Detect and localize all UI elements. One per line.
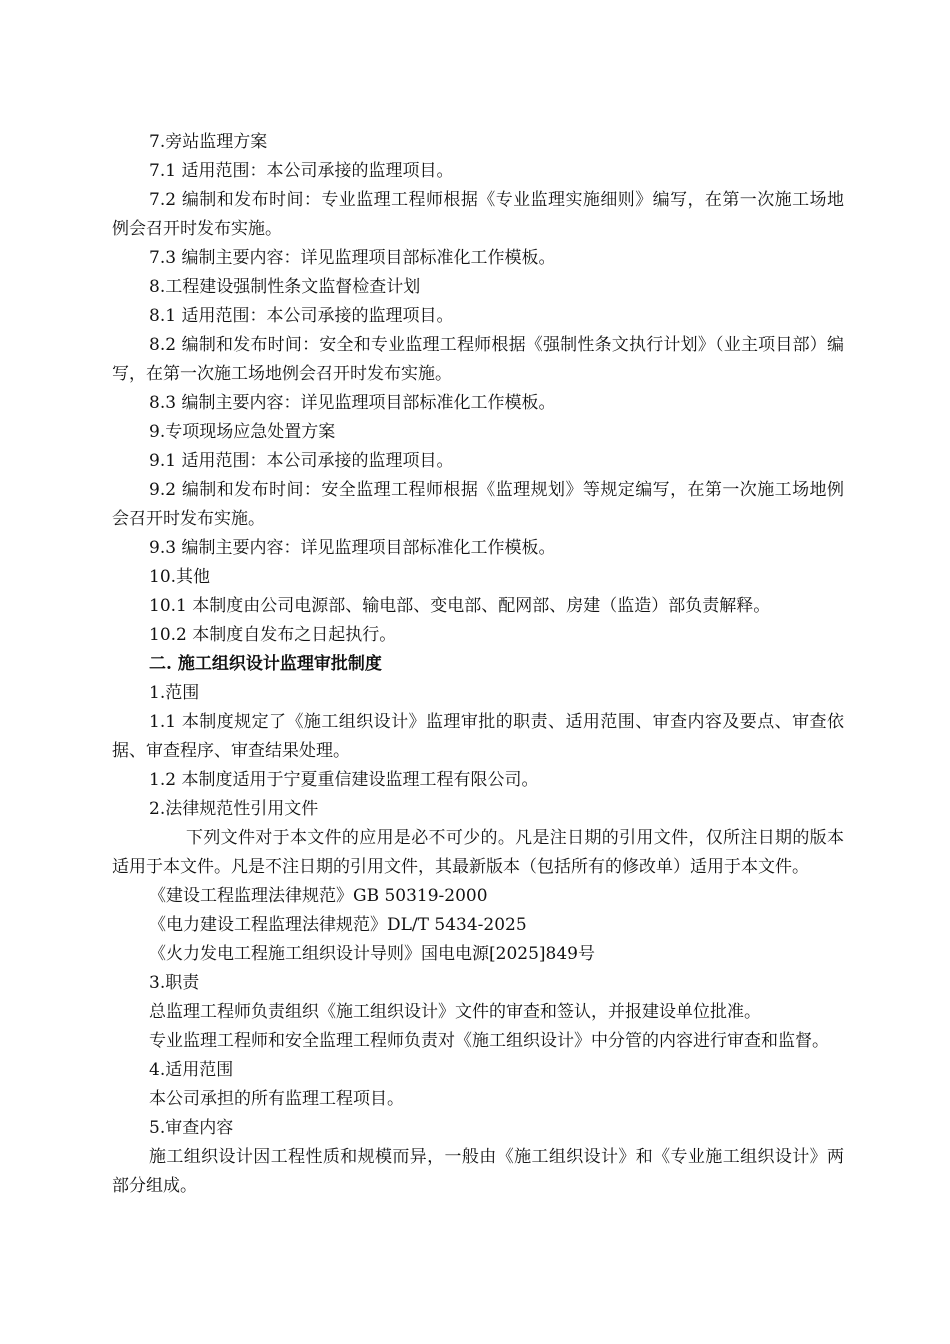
heading-2-references: 2.法律规范性引用文件 [149, 799, 319, 819]
paragraph-7-1: 7.1 适用范围：本公司承接的监理项目。 [149, 161, 454, 181]
heading-7: 7.旁站监理方案 [149, 132, 268, 152]
reference-dlt-5434: 《电力建设工程监理法律规范》DL/T 5434-2025 [149, 915, 527, 935]
paragraph-review-content: 施工组织设计因工程性质和规模而异，一般由《施工组织设计》和《专业施工组织设计》两部分组成。 [112, 1147, 844, 1196]
paragraph-8-3: 8.3 编制主要内容：详见监理项目部标准化工作模板。 [149, 393, 556, 413]
paragraph-7-2: 7.2 编制和发布时间：专业监理工程师根据《专业监理实施细则》编写，在第一次施工场地例会召开时发布实施。 [112, 190, 844, 239]
heading-4-applicability: 4.适用范围 [149, 1060, 234, 1080]
heading-1-scope: 1.范围 [149, 683, 200, 703]
heading-3-duties: 3.职责 [149, 973, 200, 993]
paragraph-9-3: 9.3 编制主要内容：详见监理项目部标准化工作模板。 [149, 538, 556, 558]
section-title-2: 二. 施工组织设计监理审批制度 [149, 654, 382, 674]
paragraph-7-3: 7.3 编制主要内容：详见监理项目部标准化工作模板。 [149, 248, 556, 268]
paragraph-9-1: 9.1 适用范围：本公司承接的监理项目。 [149, 451, 454, 471]
heading-10: 10.其他 [149, 567, 211, 587]
document-body [112, 128, 844, 1201]
paragraph-applicability: 本公司承担的所有监理工程项目。 [149, 1089, 404, 1109]
paragraph-1-2: 1.2 本制度适用于宁夏重信建设监理工程有限公司。 [149, 770, 539, 790]
paragraph-10-2: 10.2 本制度自发布之日起执行。 [149, 625, 397, 645]
heading-9: 9.专项现场应急处置方案 [149, 422, 336, 442]
paragraph-references-intro: 下列文件对于本文件的应用是必不可少的。凡是注日期的引用文件，仅所注日期的版本适用于本文件。凡是不注日期的引用文件，其最新版本（包括所有的修改单）适用于本文件。 [112, 828, 844, 877]
heading-5-review-content: 5.审查内容 [149, 1118, 234, 1138]
reference-guideline-849: 《火力发电工程施工组织设计导则》国电电源[2025]849号 [149, 944, 595, 964]
paragraph-1-1: 1.1 本制度规定了《施工组织设计》监理审批的职责、适用范围、审查内容及要点、审查依据、审查程序、审查结果处理。 [112, 712, 844, 761]
paragraph-9-2: 9.2 编制和发布时间：安全监理工程师根据《监理规划》等规定编写，在第一次施工场地例会召开时发布实施。 [112, 480, 844, 529]
reference-gb-50319: 《建设工程监理法律规范》GB 50319-2000 [149, 886, 488, 906]
paragraph-8-1: 8.1 适用范围：本公司承接的监理项目。 [149, 306, 454, 326]
paragraph-8-2: 8.2 编制和发布时间：安全和专业监理工程师根据《强制性条文执行计划》（业主项目部）编写，在第一次施工场地例会召开时发布实施。 [112, 335, 844, 384]
heading-8: 8.工程建设强制性条文监督检查计划 [149, 277, 421, 297]
paragraph-10-1: 10.1 本制度由公司电源部、输电部、变电部、配网部、房建（监造）部负责解释。 [149, 596, 771, 616]
paragraph-duties-chief: 总监理工程师负责组织《施工组织设计》文件的审查和签认，并报建设单位批准。 [149, 1002, 761, 1022]
paragraph-duties-specialist: 专业监理工程师和安全监理工程师负责对《施工组织设计》中分管的内容进行审查和监督。 [149, 1031, 829, 1051]
